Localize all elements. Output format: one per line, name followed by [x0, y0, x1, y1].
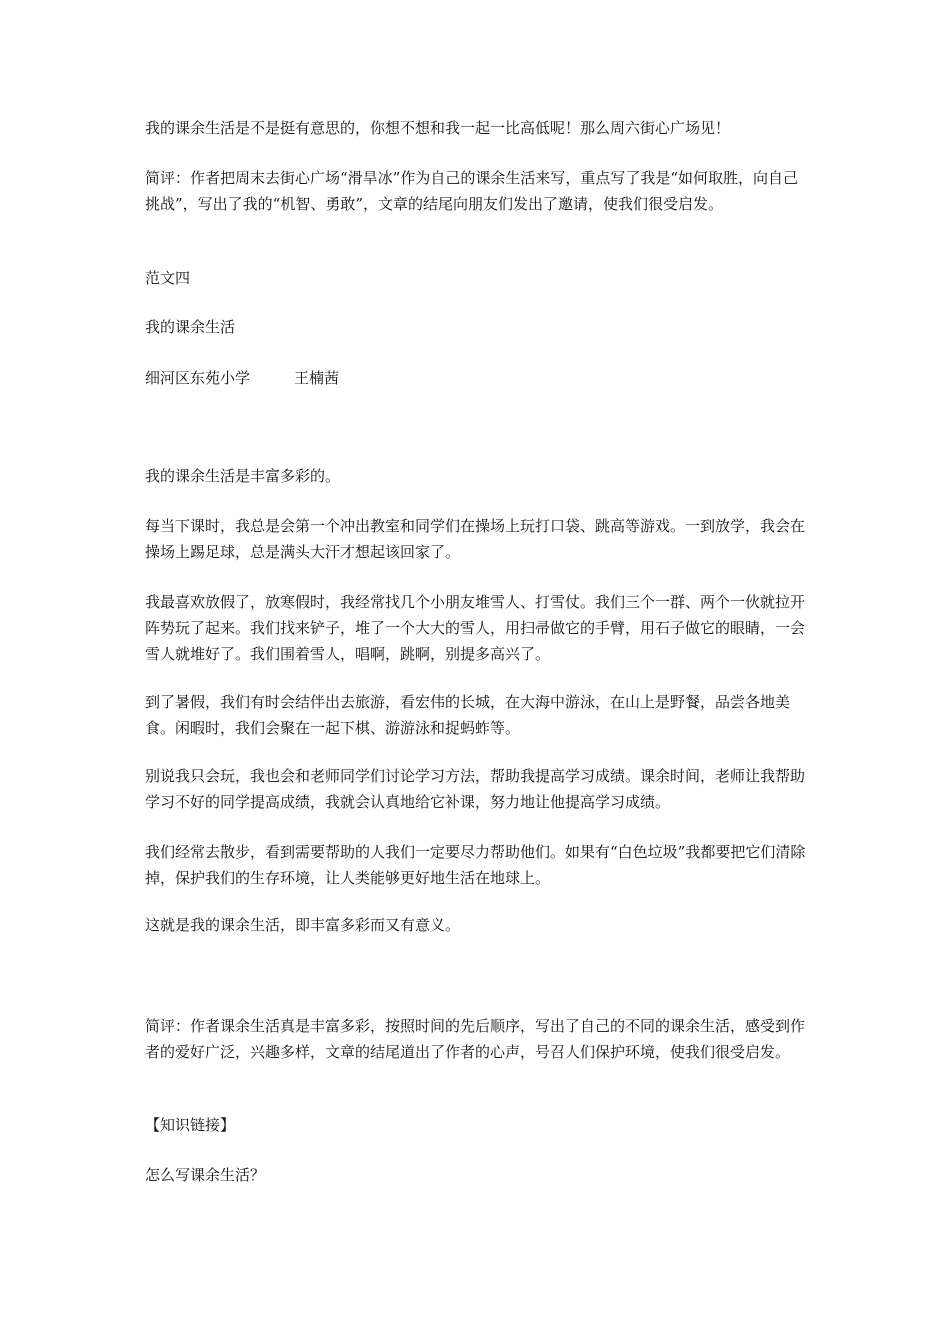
essay-title: 我的课余生活: [145, 318, 236, 336]
paragraph-invitation: 我的课余生活是不是挺有意思的，你想不想和我一起一比高低呢！那么周六街心广场见！: [145, 119, 731, 137]
paragraph-review-1: 简评：作者把周末去街心广场“滑旱冰”作为自己的课余生活来写，重点写了我是“如何取胜，向自己挑战”，写出了我的“机智、勇敢”，文章的结尾向朋友们发出了邀请，使我们很受启发。: [145, 169, 799, 213]
paragraph-summer: 到了暑假，我们有时会结伴出去旅游，看宏伟的长城，在大海中游泳，在山上是野餐，品尝各地美食。闲暇时，我们会聚在一起下棋、游游泳和捉蚂蚱等。: [145, 693, 791, 737]
byline: [145, 365, 810, 391]
paragraph-recess: 每当下课时，我总是会第一个冲出教室和同学们在操场上玩打口袋、跳高等游戏。一到放学，我会在操场上踢足球，总是满头大汗才想起该回家了。: [145, 517, 806, 561]
byline-school: 细河区东苑小学: [145, 369, 251, 387]
byline-author: 王楠茜: [294, 369, 340, 387]
paragraph-intro: 我的课余生活是丰富多彩的。: [145, 467, 341, 485]
paragraph-conclusion: 这就是我的课余生活，即丰富多彩而又有意义。: [145, 916, 461, 934]
knowledge-link-heading: 【知识链接】: [145, 1116, 236, 1134]
paragraph-review-2: 简评：作者课余生活真是丰富多彩，按照时间的先后顺序，写出了自己的不同的课余生活，感受到作者的爱好广泛，兴趣多样，文章的结尾道出了作者的心声，号召人们保护环境，使我们很受启发。: [145, 1017, 806, 1061]
paragraph-study: 别说我只会玩，我也会和老师同学们讨论学习方法，帮助我提高学习成绩。课余时间，老师让我帮助学习不好的同学提高成绩，我就会认真地给它补课，努力地让他提高学习成绩。: [145, 767, 806, 811]
paragraph-winter: 我最喜欢放假了，放寒假时，我经常找几个小朋友堆雪人、打雪仗。我们三个一群、两个一伙就拉开阵势玩了起来。我们找来铲子，堆了一个大大的雪人，用扫帚做它的手臂，用石子做它的眼睛，一会雪人就堆好了。我们围着雪人，唱啊，跳啊，别提多高兴了。: [145, 593, 806, 663]
paragraph-environment: 我们经常去散步，看到需要帮助的人我们一定要尽力帮助他们。如果有“白色垃圾”我都要把它们清除掉，保护我们的生存环境，让人类能够更好地生活在地球上。: [145, 843, 806, 887]
section-heading: 范文四: [145, 269, 191, 287]
question-heading: 怎么写课余生活？: [145, 1166, 266, 1184]
